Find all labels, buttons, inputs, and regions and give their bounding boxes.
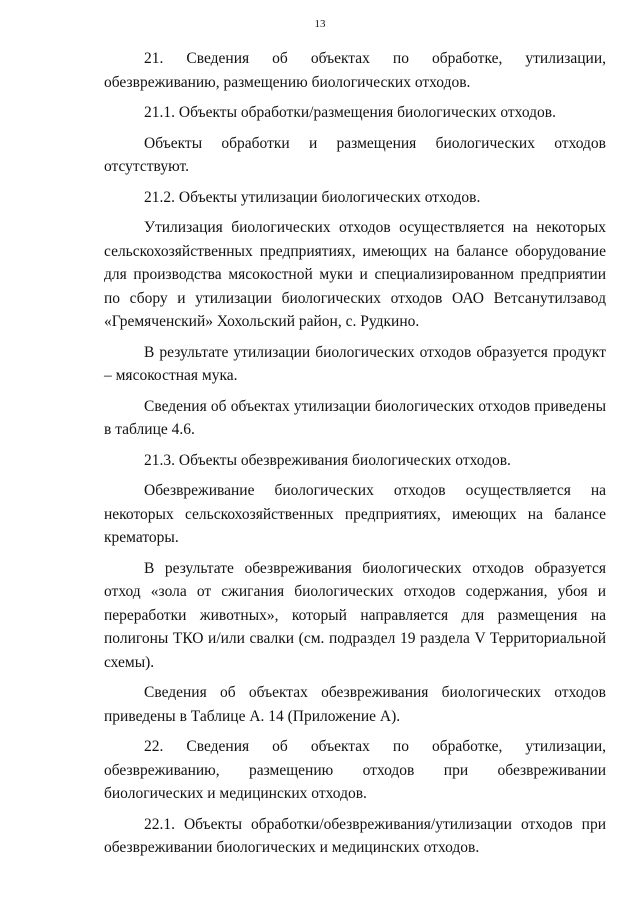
paragraph-utilization-table-ref: Сведения об объектах утилизации биологических отходов приведены в таблице 4.6. <box>104 397 606 438</box>
paragraph-utilization: Утилизация биологических отходов осуществляется на некоторых сельскохозяйственных предприятиях, имеющих на балансе оборудование для производства мясокостной муки и специализированном предприятии по сбору и утилизации биологических отходов ОАО Ветсанутилзавод «Гремяченский» Хохольский район, с. Рудкино. <box>104 219 606 330</box>
paragraph-neutralization-table-ref: Сведения об объектах обезвреживания биологических отходов приведены в Таблице А. 14 (Приложение А). <box>104 684 606 725</box>
page-number: 13 <box>314 18 326 30</box>
paragraph-neutralization: Обезвреживание биологических отходов осуществляется на некоторых сельскохозяйственных предприятиях, имеющих на балансе крематоры. <box>104 482 606 546</box>
section-heading-21: 21. Сведения об объектах по обработке, утилизации, обезвреживанию, размещению биологических отходов. <box>104 50 606 91</box>
section-heading-22: 22. Сведения об объектах по обработке, утилизации, обезвреживанию, размещению отходов при обезвреживании биологических и медицинских отходов. <box>104 738 606 802</box>
subsection-heading-22-1: 22.1. Объекты обработки/обезвреживания/утилизации отходов при обезвреживании биологических и медицинских отходов. <box>104 815 606 856</box>
paragraph-no-objects: Объекты обработки и размещения биологических отходов отсутствуют. <box>104 134 606 175</box>
paragraph-neutralization-result: В результате обезвреживания биологических отходов образуется отход «зола от сжигания биологических отходов содержания, убоя и переработки животных», который направляется для размещения на полигоны ТКО и/или свалки (см. подраздел 19 раздела V Территориальной схемы). <box>104 559 606 671</box>
subsection-heading-21-3: 21.3. Объекты обезвреживания биологических отходов. <box>144 451 511 469</box>
subsection-heading-21-1: 21.1. Объекты обработки/размещения биологических отходов. <box>144 104 556 121</box>
subsection-heading-21-2: 21.2. Объекты утилизации биологических отходов. <box>144 188 481 206</box>
paragraph-utilization-result: В результате утилизации биологических отходов образуется продукт – мясокостная мука. <box>104 343 606 384</box>
document-body <box>104 47 606 867</box>
